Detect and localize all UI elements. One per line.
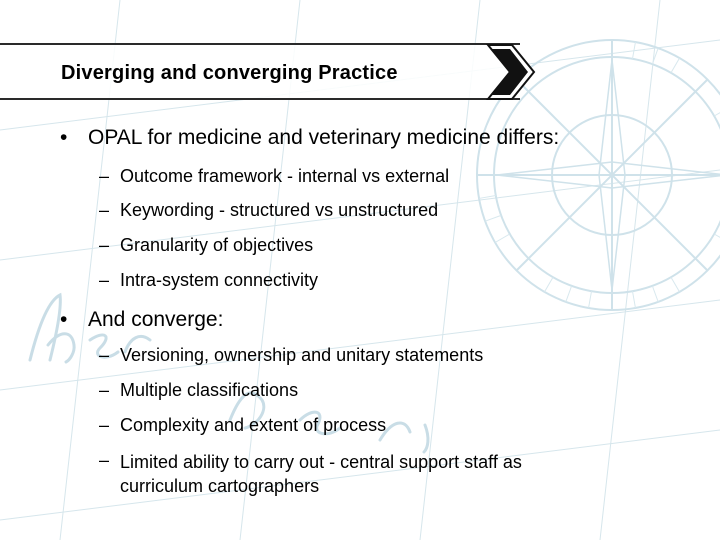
- bullet-text: OPAL for medicine and veterinary medicine differs:: [88, 126, 560, 149]
- sub-bullet-text: Granularity of objectives: [120, 235, 314, 255]
- slide-title: Diverging and converging Practice: [61, 62, 398, 84]
- sub-bullet-marker: –: [99, 415, 110, 435]
- sub-bullet-marker: –: [99, 380, 110, 400]
- sub-bullet-text: Outcome framework - internal vs external: [120, 166, 450, 186]
- sub-bullet-text: Limited ability to carry out - central support staff as curriculum cartographers: [120, 452, 522, 496]
- sub-bullet-marker: –: [99, 235, 110, 255]
- sub-bullet-marker: –: [99, 270, 110, 290]
- sub-bullet-marker: –: [99, 450, 110, 470]
- sub-bullet-text: Versioning, ownership and unitary statements: [120, 345, 484, 365]
- sub-bullet-text: Complexity and extent of process: [120, 415, 387, 435]
- bullet-text: And converge:: [88, 308, 224, 331]
- sub-bullet-marker: –: [99, 345, 110, 365]
- bullet-marker: •: [60, 308, 68, 331]
- sub-bullet-marker: –: [99, 200, 110, 220]
- chevron-right-icon: [484, 43, 536, 101]
- sub-bullet-marker: –: [99, 166, 110, 186]
- sub-bullet-text: Intra-system connectivity: [120, 270, 319, 290]
- sub-bullet-text: Multiple classifications: [120, 380, 299, 400]
- bullet-marker: •: [60, 126, 68, 149]
- sub-bullet-text: Keywording - structured vs unstructured: [120, 200, 439, 220]
